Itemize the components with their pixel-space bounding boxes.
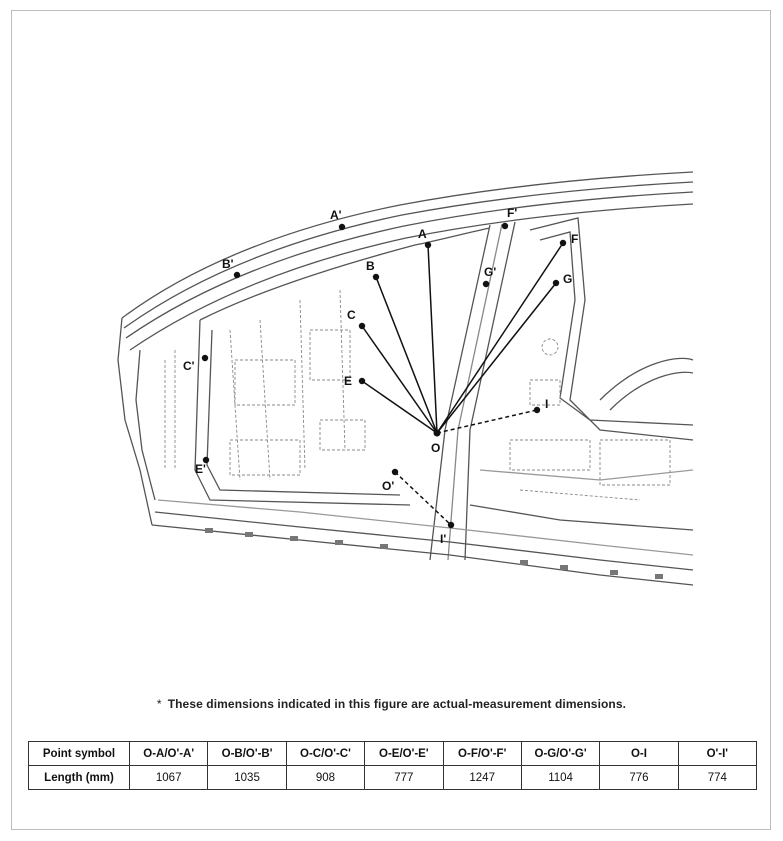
table-cell: 774	[678, 766, 756, 790]
point-a-prime	[339, 224, 345, 230]
label-o: O	[431, 441, 441, 455]
label-f-prime: F'	[507, 206, 518, 220]
note-text: These dimensions indicated in this figure are actual-measurement dimensions.	[167, 697, 627, 711]
measurement-lines-dashed	[395, 410, 537, 525]
table-row	[29, 766, 757, 790]
table-cell: 777	[365, 766, 443, 790]
label-g: G	[563, 272, 573, 286]
table-header-cell: O-G/O'-G'	[521, 742, 599, 766]
note-asterisk: *	[156, 697, 162, 711]
label-a-prime: A'	[330, 208, 342, 222]
point-b-prime	[234, 272, 240, 278]
label-c-prime: C'	[183, 359, 195, 373]
label-i: I	[545, 397, 549, 411]
point-g-prime	[483, 281, 489, 287]
table-cell: 908	[286, 766, 364, 790]
measurement-lines	[362, 243, 563, 433]
vehicle-body-side-outline	[118, 172, 693, 585]
label-g-prime: G'	[484, 265, 497, 279]
table-header-cell: O'-I'	[678, 742, 756, 766]
label-b: B	[366, 259, 375, 273]
point-o	[434, 430, 441, 437]
table-row-label-point-symbol: Point symbol	[29, 742, 130, 766]
table-cell: 776	[600, 766, 678, 790]
point-a	[425, 242, 431, 248]
label-o-prime: O'	[382, 479, 395, 493]
table-cell: 1104	[521, 766, 599, 790]
dimension-table	[28, 741, 757, 790]
label-e-prime: E'	[195, 462, 206, 476]
point-i-prime	[448, 522, 454, 528]
point-o-prime	[392, 469, 398, 475]
table-header-cell: O-F/O'-F'	[443, 742, 521, 766]
label-i-prime: I'	[440, 532, 447, 546]
table-header-cell: O-I	[600, 742, 678, 766]
label-c: C	[347, 308, 356, 322]
inner-panel-detail	[165, 290, 670, 500]
point-b	[373, 274, 379, 280]
point-g	[553, 280, 559, 286]
table-cell: 1035	[208, 766, 286, 790]
table-header-cell: O-C/O'-C'	[286, 742, 364, 766]
table-cell: 1067	[130, 766, 208, 790]
table-header-cell: O-B/O'-B'	[208, 742, 286, 766]
point-e	[359, 378, 365, 384]
label-a: A	[418, 227, 427, 241]
measurement-note	[0, 697, 783, 711]
table-cell: 1247	[443, 766, 521, 790]
point-c-prime	[202, 355, 208, 361]
point-f-prime	[502, 223, 508, 229]
point-c	[359, 323, 365, 329]
point-f	[560, 240, 566, 246]
label-b-prime: B'	[222, 257, 234, 271]
table-header-row	[29, 742, 757, 766]
label-f: F	[571, 232, 579, 246]
point-i	[534, 407, 540, 413]
table-row-label-length: Length (mm)	[29, 766, 130, 790]
table-header-cell: O-A/O'-A'	[130, 742, 208, 766]
label-e: E	[344, 374, 353, 388]
table-header-cell: O-E/O'-E'	[365, 742, 443, 766]
